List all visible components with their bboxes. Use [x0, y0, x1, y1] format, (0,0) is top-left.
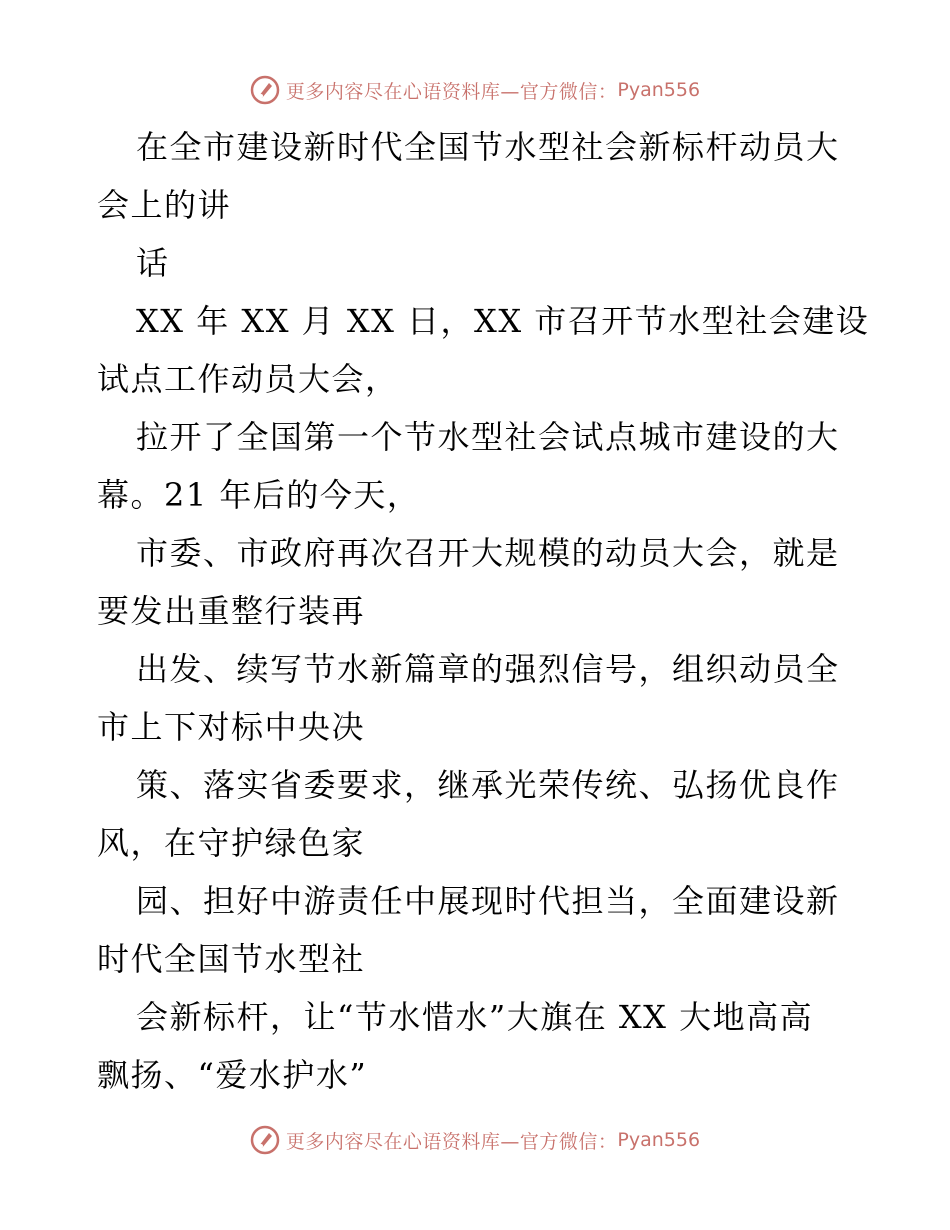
text-line: 时代全国节水型社 [97, 940, 366, 978]
pen-nib-logo-icon [250, 75, 280, 105]
text-line: 出发、续写节水新篇章的强烈信号，组织动员全 [136, 650, 840, 688]
text-line: 话 [136, 244, 170, 282]
text-line: 要发出重整行装再 [97, 592, 366, 630]
text-line: 试点工作动员大会， [97, 360, 399, 398]
text-line: 市上下对标中央决 [97, 708, 366, 746]
text-line: 园、担好中游责任中展现时代担当，全面建设新 [136, 882, 840, 920]
text-line: 拉开了全国第一个节水型社会试点城市建设的大 [136, 418, 840, 456]
text-line: 幕。21 年后的今天， [97, 476, 421, 514]
footer-watermark [0, 1120, 950, 1160]
text-line: 风，在守护绿色家 [97, 824, 366, 862]
text-line: 会上的讲 [97, 186, 232, 224]
watermark-brand-text: 更多内容尽在心语资料库—官方微信： [285, 1130, 618, 1153]
text-line: 飘扬、“爱水护水” [97, 1056, 368, 1094]
watermark-brand-text: 更多内容尽在心语资料库—官方微信： [285, 80, 618, 103]
pen-nib-logo-icon [250, 1125, 280, 1155]
text-line: XX 年 XX 月 XX 日，XX 市召开节水型社会建设 [136, 302, 870, 340]
watermark-wechat-id: Pyan556 [617, 1129, 701, 1151]
header-watermark [0, 70, 950, 110]
text-line: 会新标杆，让“节水惜水”大旗在 XX 大地高高 [136, 998, 814, 1036]
watermark-wechat-id: Pyan556 [617, 79, 701, 101]
text-line: 市委、市政府再次召开大规模的动员大会，就是 [136, 534, 840, 572]
text-line: 在全市建设新时代全国节水型社会新标杆动员大 [136, 128, 840, 166]
text-line: 策、落实省委要求，继承光荣传统、弘扬优良作 [136, 766, 840, 804]
